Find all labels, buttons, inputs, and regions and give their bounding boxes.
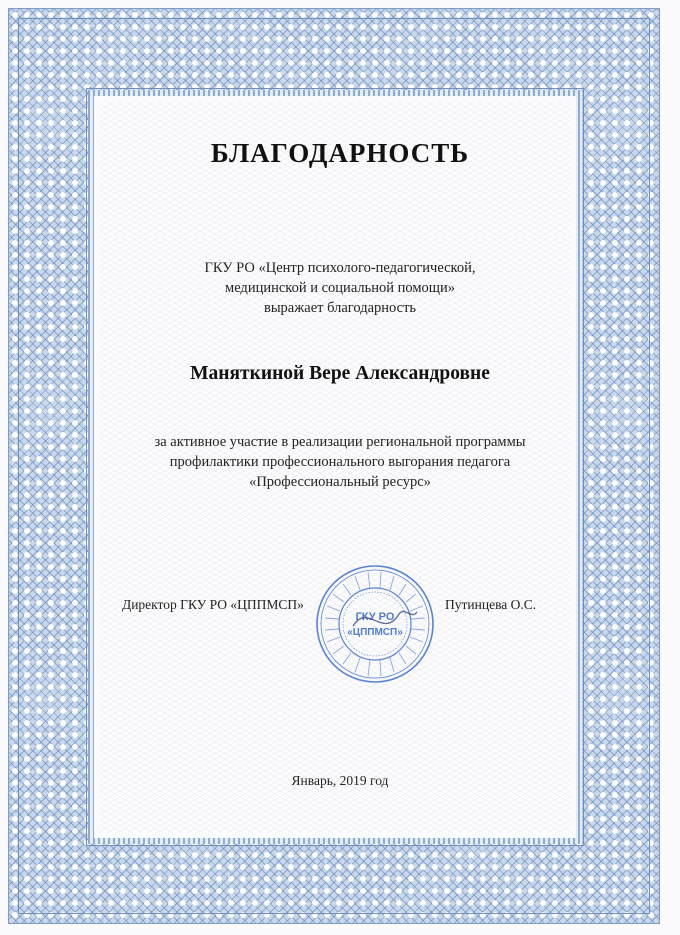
official-seal-stamp (313, 562, 437, 686)
stamp-line-2: «ЦППМСП» (347, 627, 403, 638)
reason-text (0, 432, 680, 492)
signer-title: Директор ГКУ РО «ЦППМСП» (122, 597, 304, 612)
certificate-title: БЛАГОДАРНОСТЬ (210, 138, 470, 168)
issuer-line: выражает благодарность (263, 300, 417, 316)
issuer-line: медицинской и социальной помощи» (225, 280, 455, 296)
reason-line: за активное участие в реализации региональной программы (154, 434, 526, 450)
stamp-line-1: ГКУ РО (355, 611, 395, 623)
issue-date: Январь, 2019 год (291, 773, 389, 788)
signer-name: Путинцева О.С. (445, 597, 537, 612)
issuer-text (0, 258, 680, 318)
reason-line: «Профессиональный ресурс» (249, 474, 431, 490)
recipient-name: Маняткиной Вере Александровне (190, 363, 490, 384)
issuer-line: ГКУ РО «Центр психолого-педагогической, (204, 260, 476, 276)
reason-line: профилактики профессионального выгорания педагога (169, 454, 511, 470)
